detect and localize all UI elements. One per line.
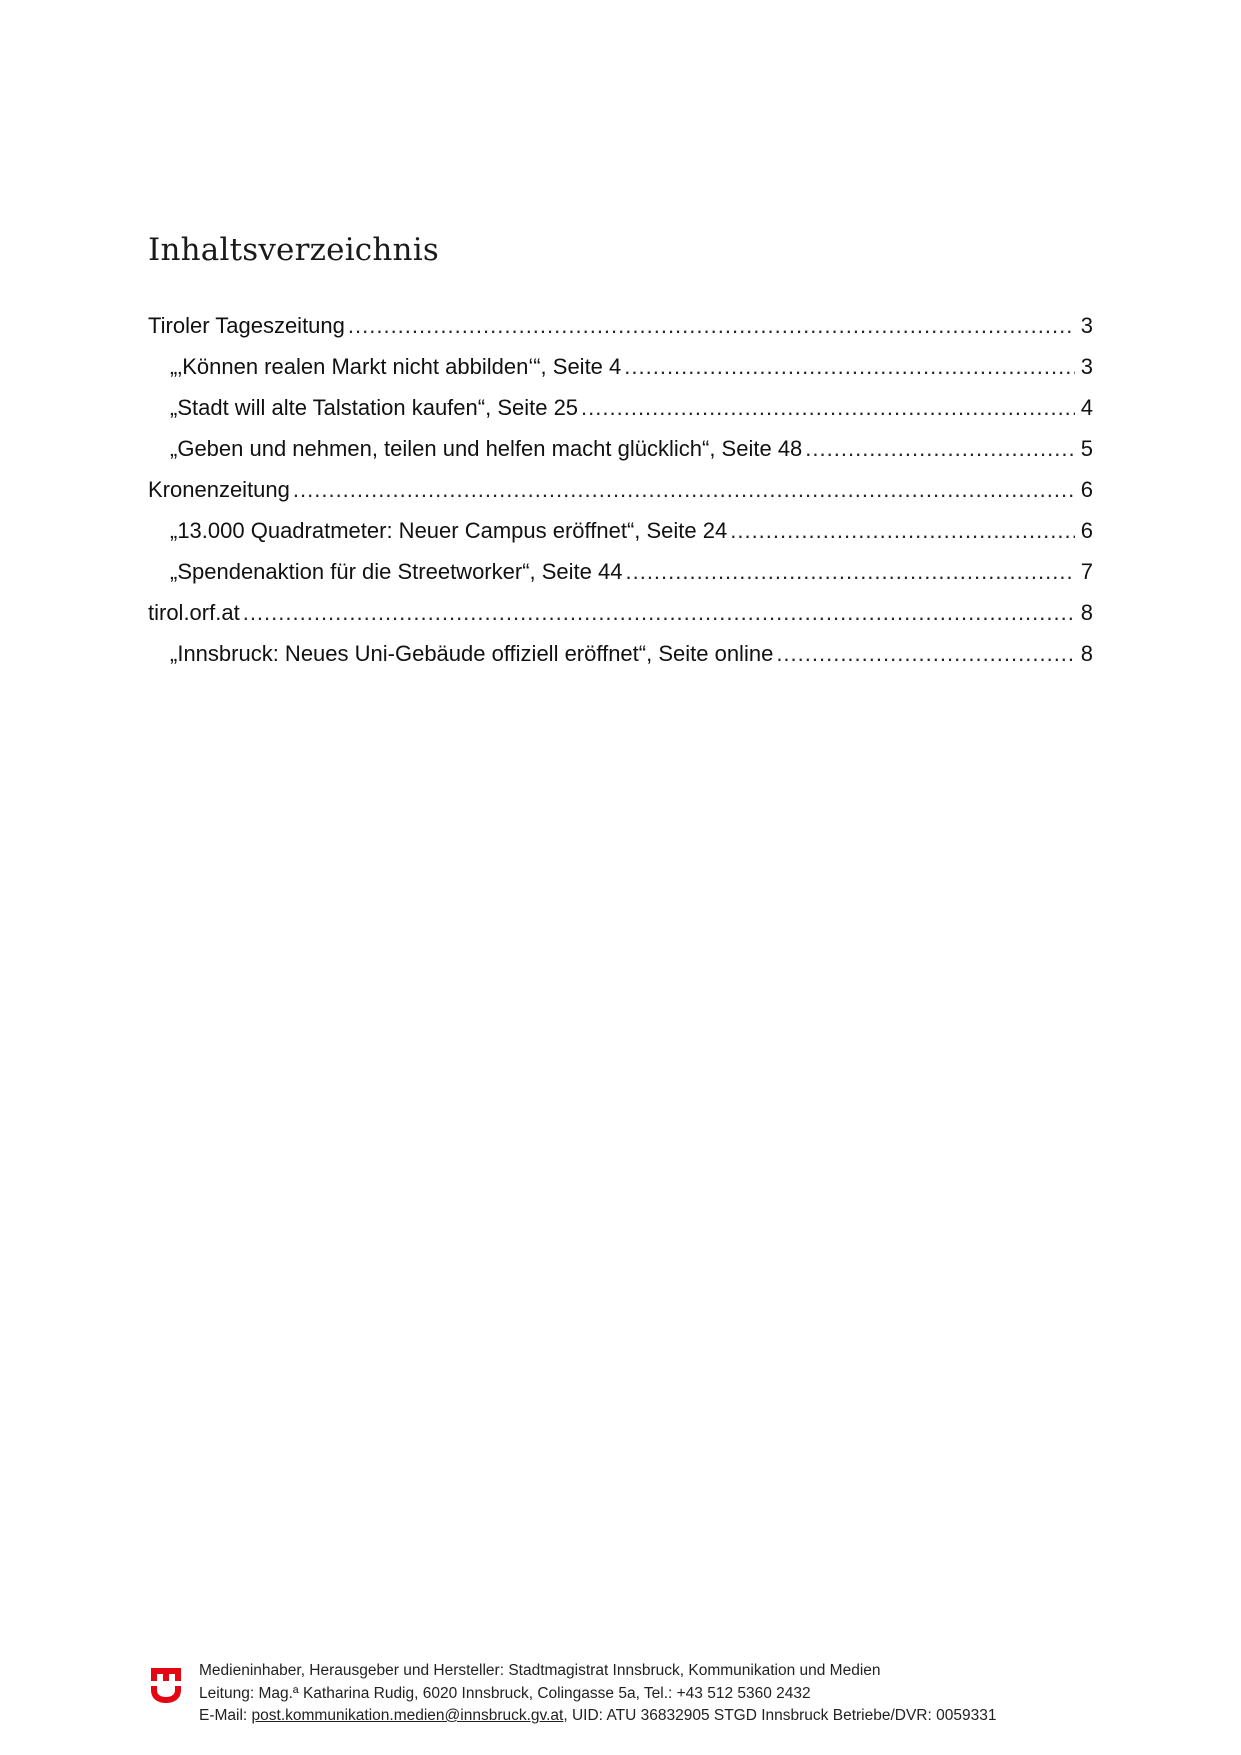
toc-dot-leader [581,387,1075,428]
footer-email-link[interactable]: post.kommunikation.medien@innsbruck.gv.at [251,1707,564,1724]
innsbruck-logo-icon [150,1664,182,1704]
toc-entry-uni-gebaeude[interactable] [148,633,1093,674]
toc-entry-title: „Innsbruck: Neues Uni-Gebäude offiziell eröffnet“, Seite online [170,641,774,666]
toc-page-number: 3 [1080,313,1093,338]
toc-entry-geben-und-nehmen[interactable] [148,428,1093,469]
toc-dot-leader [624,346,1075,387]
toc-dot-leader [805,428,1075,469]
toc-entry-markt-abbilden[interactable] [148,346,1093,387]
toc-page-number: 4 [1080,395,1093,420]
toc-entry-kronenzeitung[interactable] [148,469,1093,510]
footer-registration-info: , UID: ATU 36832905 STGD Innsbruck Betriebe/DVR: 0059331 [563,1707,997,1724]
toc-dot-leader [730,510,1075,551]
table-of-contents [148,305,1093,674]
footer-publisher-line: Medieninhaber, Herausgeber und Hersteller: Stadtmagistrat Innsbruck, Kommunikation und Medien [199,1662,881,1679]
toc-entry-title: tirol.orf.at [148,600,240,625]
toc-page-number: 7 [1080,559,1093,584]
toc-page-number: 8 [1080,641,1093,666]
footer-imprint [199,1660,996,1728]
toc-page-number: 8 [1080,600,1093,625]
footer-contact-line [199,1705,996,1728]
toc-entry-title: „Stadt will alte Talstation kaufen“, Seite 25 [170,395,579,420]
toc-dot-leader [243,592,1075,633]
toc-page-number: 5 [1080,436,1093,461]
toc-dot-leader [293,469,1075,510]
toc-entry-title: „Geben und nehmen, teilen und helfen macht glücklich“, Seite 48 [170,436,803,461]
footer-management-line: Leitung: Mag.ª Katharina Rudig, 6020 Innsbruck, Colingasse 5a, Tel.: +43 512 5360 2432 [199,1684,811,1702]
toc-entry-title: Kronenzeitung [148,477,290,502]
toc-entry-tiroler-tageszeitung[interactable] [148,305,1093,346]
footer-email-label: E-Mail: [199,1707,252,1724]
toc-entry-spendenaktion[interactable] [148,551,1093,592]
toc-page-number: 6 [1080,477,1093,502]
toc-dot-leader [348,305,1075,346]
toc-entry-tirol-orf[interactable] [148,592,1093,633]
toc-entry-title: „13.000 Quadratmeter: Neuer Campus eröffnet“, Seite 24 [170,518,728,543]
toc-page-number: 3 [1080,354,1093,379]
toc-dot-leader [776,633,1075,674]
toc-entry-title: Tiroler Tageszeitung [148,313,345,338]
toc-heading: Inhaltsverzeichnis [148,232,439,268]
toc-dot-leader [625,551,1075,592]
page-footer [150,1660,1100,1730]
toc-entry-neuer-campus[interactable] [148,510,1093,551]
toc-entry-title: „‚Können realen Markt nicht abbilden‘“, Seite 4 [170,354,622,379]
toc-entry-talstation[interactable] [148,387,1093,428]
toc-entry-title: „Spendenaktion für die Streetworker“, Seite 44 [170,559,623,584]
toc-page-number: 6 [1080,518,1093,543]
